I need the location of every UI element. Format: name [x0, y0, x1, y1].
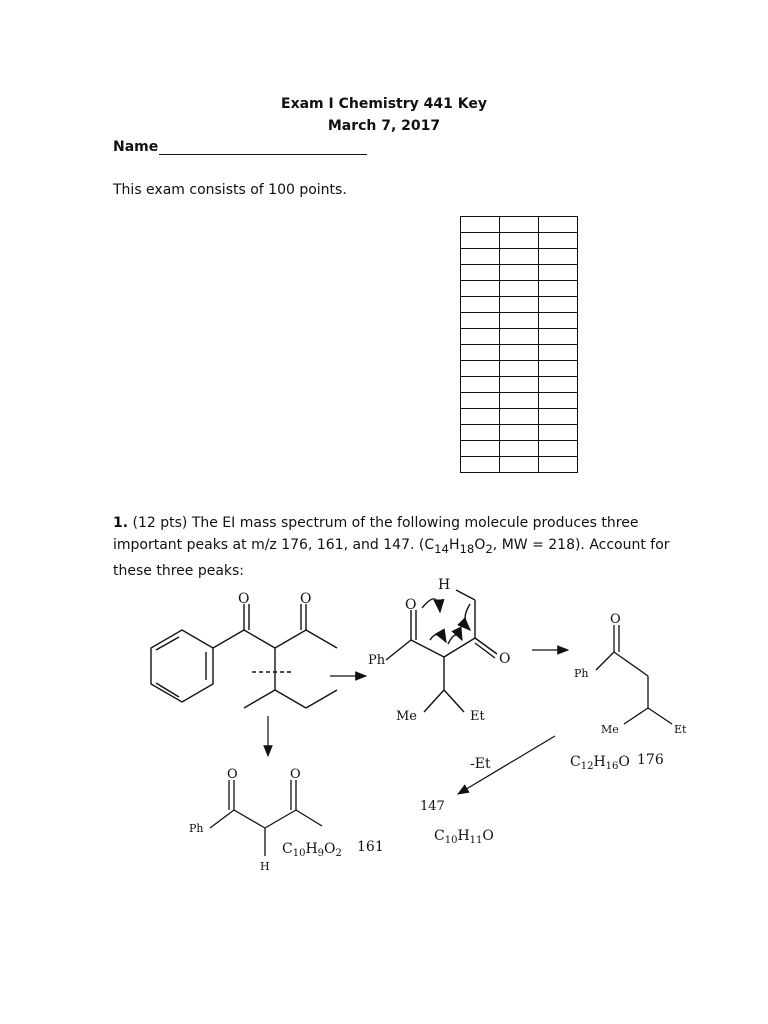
score-cell — [461, 361, 500, 377]
score-cell — [461, 217, 500, 233]
score-cell — [461, 377, 500, 393]
et-label: Et — [674, 723, 687, 736]
et-label: Et — [470, 709, 485, 724]
o-label: O — [405, 597, 417, 613]
starting-molecule — [151, 604, 337, 708]
name-blank-line — [159, 140, 367, 155]
o-label: O — [300, 591, 312, 607]
score-cell — [461, 249, 500, 265]
score-row — [461, 313, 578, 329]
intro-text: This exam consists of 100 points. — [113, 182, 347, 198]
curved-arrow — [448, 635, 462, 644]
score-row — [461, 377, 578, 393]
score-table — [460, 216, 578, 473]
score-row — [461, 233, 578, 249]
score-cell — [539, 361, 578, 377]
score-cell — [461, 393, 500, 409]
score-cell — [539, 313, 578, 329]
me-label: Me — [601, 723, 619, 736]
formula-147: $C_{10}H_{11}O$ — [434, 828, 494, 846]
o-label: O — [227, 767, 238, 782]
curved-arrow — [430, 634, 446, 642]
score-cell — [539, 409, 578, 425]
score-cell — [500, 425, 539, 441]
score-cell — [539, 265, 578, 281]
score-cell — [500, 281, 539, 297]
score-cell — [500, 265, 539, 281]
reaction-scheme — [0, 570, 768, 890]
score-row — [461, 297, 578, 313]
score-row — [461, 409, 578, 425]
h-label: H — [438, 577, 451, 593]
score-cell — [461, 457, 500, 473]
score-cell — [461, 281, 500, 297]
o-label: O — [238, 591, 250, 607]
question-number: 1. — [113, 515, 129, 531]
score-cell — [500, 249, 539, 265]
mz-147: 147 — [420, 799, 445, 814]
score-cell — [539, 329, 578, 345]
score-row — [461, 345, 578, 361]
ph-label: Ph — [574, 667, 589, 680]
score-cell — [500, 297, 539, 313]
score-row — [461, 281, 578, 297]
o-label: O — [610, 612, 621, 627]
question-text-a: (12 pts) The EI mass spectrum of the following molecule produces three important peaks at m/z 176, 161, and 147. (C — [113, 515, 639, 553]
ph-label: Ph — [189, 822, 204, 835]
score-row — [461, 457, 578, 473]
o-label: O — [499, 651, 511, 667]
me-label: Me — [396, 709, 418, 724]
score-cell — [539, 441, 578, 457]
formula-sub: 2 — [485, 541, 493, 556]
score-cell — [500, 361, 539, 377]
mclafferty-structure — [386, 590, 497, 712]
score-row — [461, 393, 578, 409]
score-cell — [500, 345, 539, 361]
score-cell — [461, 329, 500, 345]
curved-arrow — [465, 604, 470, 630]
formula-element: O — [474, 537, 486, 553]
score-cell — [461, 409, 500, 425]
score-cell — [539, 233, 578, 249]
score-cell — [461, 441, 500, 457]
score-cell — [500, 377, 539, 393]
mz-176: 176 — [637, 752, 664, 768]
mz-161: 161 — [357, 839, 384, 855]
score-cell — [539, 281, 578, 297]
ph-label: Ph — [368, 653, 386, 668]
formula-161: $C_{10}H_9O_2$ — [282, 841, 342, 859]
score-cell — [539, 249, 578, 265]
formula-element: H — [448, 537, 460, 553]
fragment-176 — [596, 625, 672, 724]
score-row — [461, 441, 578, 457]
score-cell — [539, 345, 578, 361]
score-cell — [461, 313, 500, 329]
score-row — [461, 361, 578, 377]
name-field — [113, 139, 367, 155]
formula-sub: 18 — [459, 541, 475, 556]
score-row — [461, 329, 578, 345]
minus-et-label: -Et — [470, 756, 491, 772]
score-cell — [461, 297, 500, 313]
score-cell — [500, 393, 539, 409]
formula-176: $C_{12}H_{16}O$ — [570, 754, 630, 772]
formula-sub: 14 — [434, 541, 449, 556]
score-row — [461, 425, 578, 441]
name-label: Name — [113, 139, 159, 155]
score-cell — [500, 329, 539, 345]
score-cell — [500, 233, 539, 249]
benzene-ring — [151, 630, 213, 702]
o-label: O — [290, 767, 301, 782]
score-cell — [461, 233, 500, 249]
score-cell — [539, 217, 578, 233]
score-cell — [500, 441, 539, 457]
score-row — [461, 217, 578, 233]
score-cell — [539, 377, 578, 393]
score-row — [461, 249, 578, 265]
score-cell — [539, 297, 578, 313]
exam-date: March 7, 2017 — [327, 118, 441, 134]
score-cell — [539, 393, 578, 409]
h-label: H — [260, 860, 270, 873]
score-cell — [461, 425, 500, 441]
score-cell — [539, 457, 578, 473]
question-text-b: , MW = 218). Account for these three peaks: — [113, 537, 670, 579]
score-cell — [461, 265, 500, 281]
score-cell — [539, 425, 578, 441]
score-cell — [500, 217, 539, 233]
curved-arrow — [422, 599, 440, 612]
exam-title: Exam I Chemistry 441 Key — [281, 96, 487, 112]
score-row — [461, 265, 578, 281]
score-cell — [500, 313, 539, 329]
score-cell — [461, 345, 500, 361]
score-cell — [500, 457, 539, 473]
score-cell — [500, 409, 539, 425]
